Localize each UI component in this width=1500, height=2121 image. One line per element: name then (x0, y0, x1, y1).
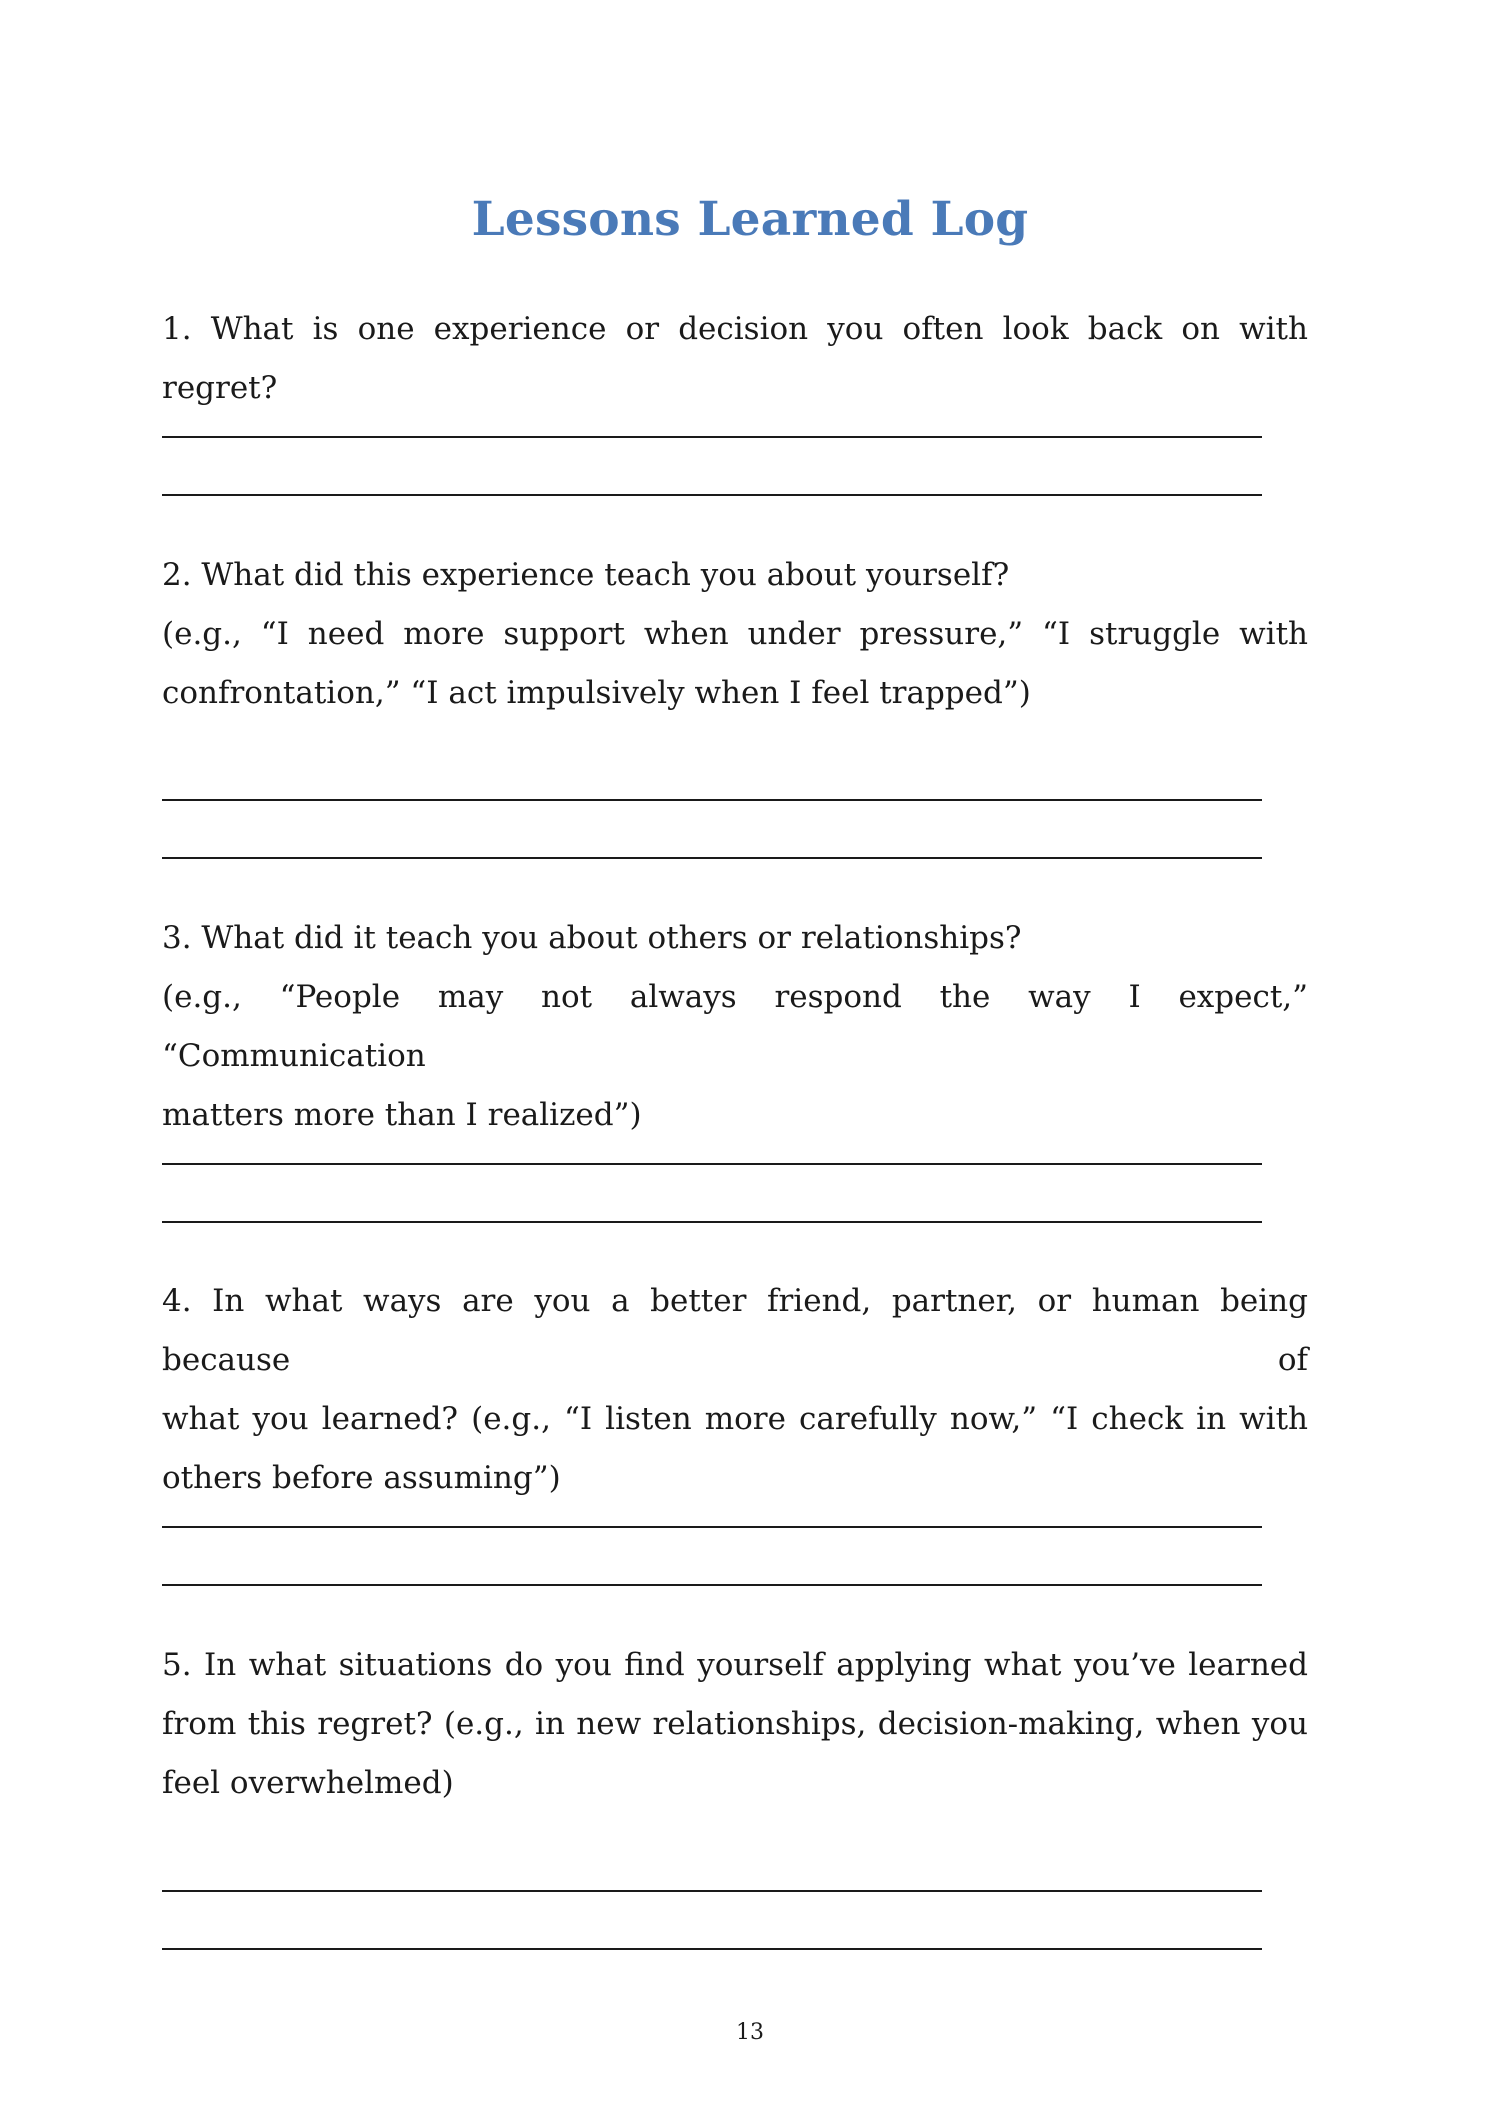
answer-line-3a[interactable] (162, 1163, 1262, 1165)
question-3-line-2: (e.g., “People may not always respond the way I expect,” “Communication (162, 979, 1308, 1074)
answer-line-2a[interactable] (162, 799, 1262, 801)
question-5-line-3: feel overwhelmed) (162, 1765, 454, 1801)
question-3 (162, 909, 1308, 1145)
answer-line-5a[interactable] (162, 1890, 1262, 1892)
answer-line-3b[interactable] (162, 1221, 1262, 1223)
question-2 (162, 546, 1308, 723)
question-5-line-1: 5. In what situations do you find yourself applying what you’ve learned (162, 1647, 1308, 1683)
question-2-line-2: (e.g., “I need more support when under pressure,” “I struggle with (162, 616, 1308, 652)
answer-line-4b[interactable] (162, 1584, 1262, 1586)
answer-line-5b[interactable] (162, 1948, 1262, 1950)
question-2-line-1: 2. What did this experience teach you about yourself? (162, 557, 1010, 593)
answer-line-2b[interactable] (162, 857, 1262, 859)
question-3-line-1: 3. What did it teach you about others or relationships? (162, 920, 1022, 956)
question-5 (162, 1636, 1308, 1813)
question-4-line-2: what you learned? (e.g., “I listen more carefully now,” “I check in with (162, 1401, 1308, 1437)
answer-line-4a[interactable] (162, 1526, 1262, 1528)
question-2-line-3: confrontation,” “I act impulsively when I feel trapped”) (162, 675, 1031, 711)
question-1 (162, 300, 1308, 418)
question-4-line-1: 4. In what ways are you a better friend, partner, or human being because of (162, 1283, 1308, 1378)
question-4 (162, 1272, 1308, 1508)
answer-line-1b[interactable] (162, 494, 1262, 496)
question-4-line-3: others before assuming”) (162, 1460, 561, 1496)
question-5-line-2: from this regret? (e.g., in new relationships, decision-making, when you (162, 1706, 1308, 1742)
answer-line-1a[interactable] (162, 436, 1262, 438)
page-title: Lessons Learned Log (471, 192, 1029, 247)
page-number: 13 (736, 2020, 764, 2045)
question-3-line-3: matters more than I realized”) (162, 1097, 642, 1133)
question-1-line-1: 1. What is one experience or decision you often look back on with regret? (162, 311, 1308, 406)
